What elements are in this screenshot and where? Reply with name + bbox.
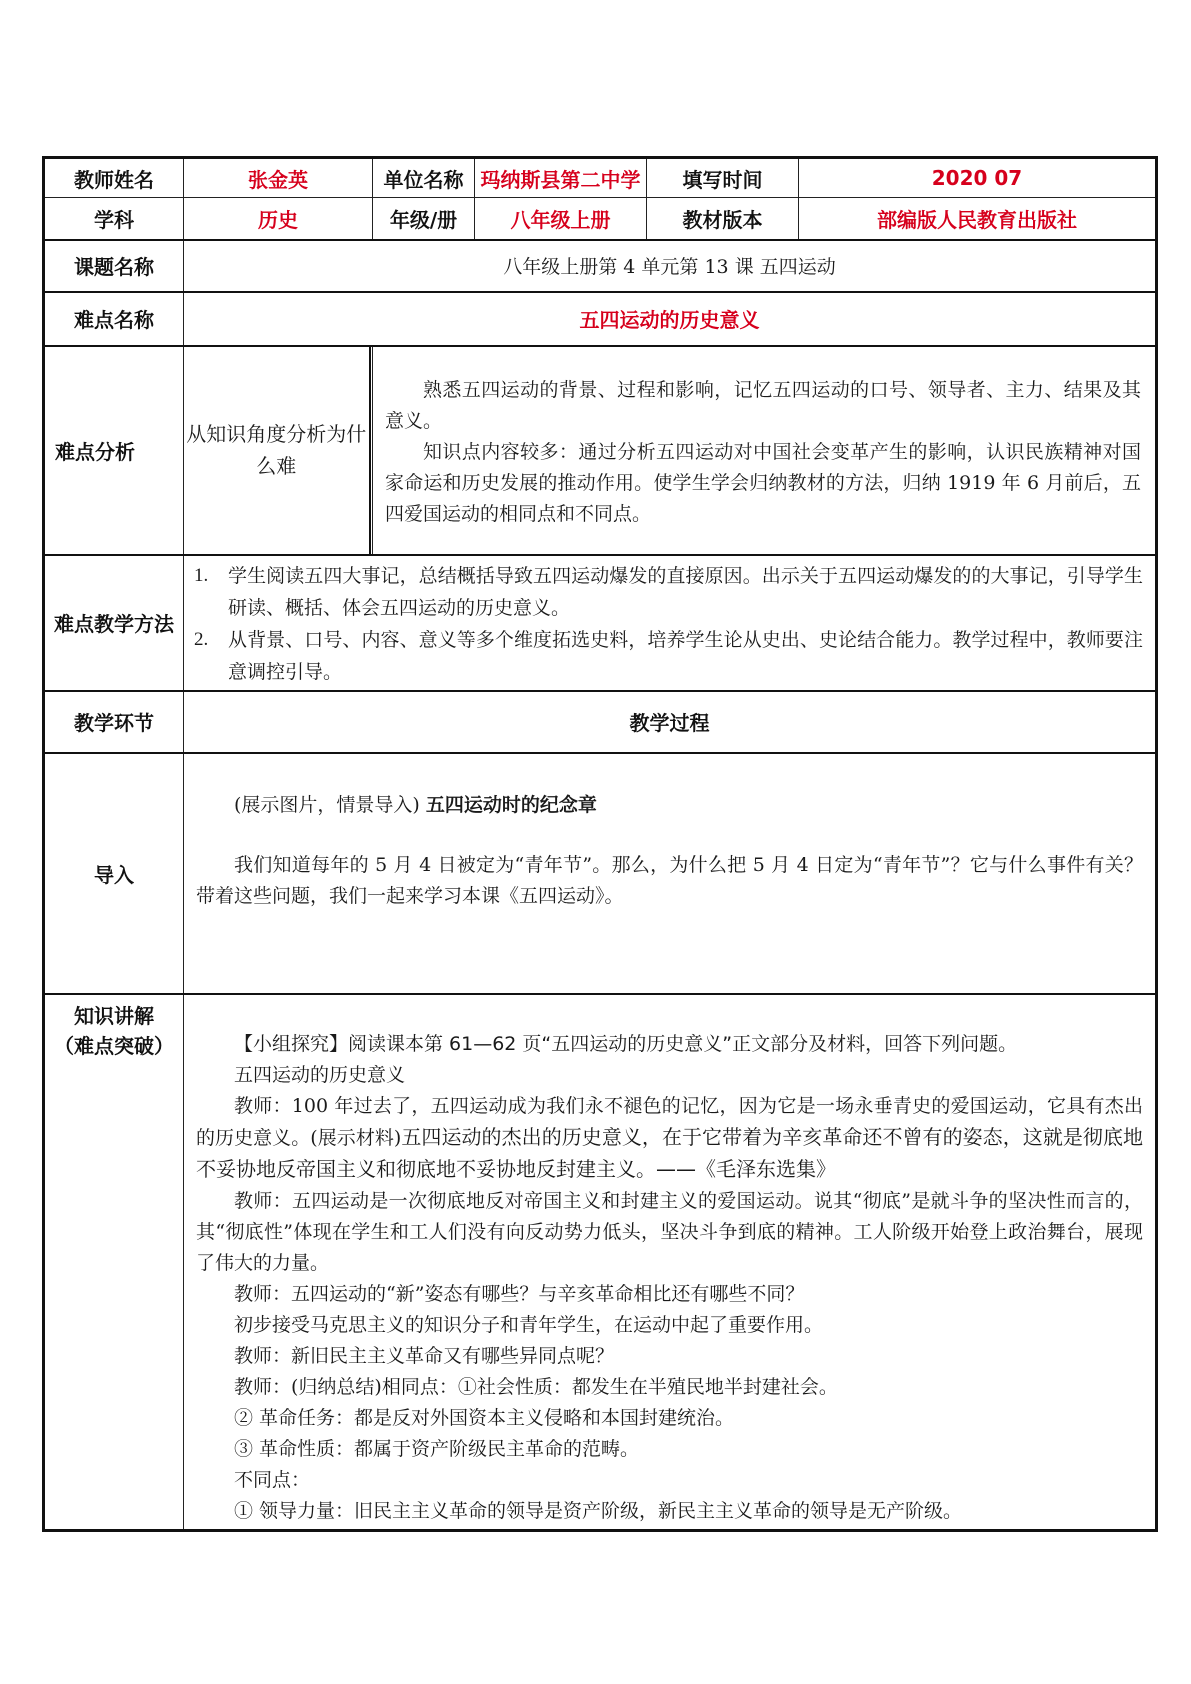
process-row xyxy=(44,691,1157,753)
method-item-text: 从背景、口号、内容、意义等多个维度拓选史料，培养学生论从史出、史论结合能力。教学过程中，教师要注意调控引导。 xyxy=(228,628,1143,683)
teacher-value: 张金英 xyxy=(184,158,373,198)
knowledge-teacher-1 xyxy=(196,1091,1143,1186)
header-row-1 xyxy=(44,158,1157,198)
knowledge-quote: 五四运动的杰出的历史意义，在于它带着为辛亥革命还不曾有的姿态，这就是彻底地不妥协地反帝国主义和彻底地不妥协地反封建主义。——《毛泽东选集》 xyxy=(196,1124,1144,1181)
knowledge-label-line2: （难点突破） xyxy=(54,1033,174,1058)
method-row xyxy=(44,555,1157,691)
knowledge-line-9: 不同点： xyxy=(234,1468,311,1491)
analysis-content xyxy=(373,346,1157,555)
time-value: 2020 07 xyxy=(799,158,1157,198)
edition-value: 部编版人民教育出版社 xyxy=(799,198,1157,240)
knowledge-teacher-2: 教师：五四运动是一次彻底地反对帝国主义和封建主义的爱国运动。说其“彻底”是就斗争的坚决性而言的，其“彻底性”体现在学生和工人们没有向反动势力低头，坚决斗争到底的精神。工人阶级开始登上政治舞台，展现了伟大的力量。 xyxy=(196,1189,1143,1274)
analysis-row xyxy=(44,346,1157,555)
method-item-text: 学生阅读五四大事记，总结概括导致五四运动爆发的直接原因。出示关于五四运动爆发的的大事记，引导学生研读、概括、体会五四运动的历史意义。 xyxy=(228,564,1143,619)
difficulty-label: 难点名称 xyxy=(44,292,184,346)
knowledge-label xyxy=(44,994,184,1531)
intro-lead-bold: 五四运动时的纪念章 xyxy=(425,793,597,816)
knowledge-line-10: ① 领导力量：旧民主主义革命的领导是资产阶级，新民主主义革命的领导是无产阶级。 xyxy=(234,1499,963,1522)
knowledge-row xyxy=(44,994,1157,1531)
subject-label: 学科 xyxy=(44,198,184,240)
grade-value: 八年级上册 xyxy=(475,198,647,240)
knowledge-content xyxy=(184,994,1157,1531)
edition-label: 教材版本 xyxy=(647,198,799,240)
method-item-number: 2. xyxy=(194,628,209,650)
subject-value: 历史 xyxy=(184,198,373,240)
header-row-2 xyxy=(44,198,1157,240)
lesson-plan-table xyxy=(42,156,1158,1532)
knowledge-teacher-1-text: 教师：100 年过去了，五四运动成为我们永不褪色的记忆，因为它是一场永垂青史的爱国运动，它具有杰出的历史意义。(展示材料) xyxy=(196,1094,1143,1149)
knowledge-teacher-6: 教师：(归纳总结)相同点：①社会性质：都发生在半殖民地半封建社会。 xyxy=(234,1375,838,1398)
knowledge-label-line1: 知识讲解 xyxy=(74,1003,154,1028)
knowledge-line-8: ③ 革命性质：都属于资产阶级民主革命的范畴。 xyxy=(234,1437,640,1460)
knowledge-line-4: 初步接受马克思主义的知识分子和青年学生，在运动中起了重要作用。 xyxy=(234,1313,824,1336)
difficulty-value: 五四运动的历史意义 xyxy=(184,292,1157,346)
knowledge-task: 【小组探究】阅读课本第 61—62 页“五四运动的历史意义”正文部分及材料，回答下列问题。 xyxy=(234,1032,1018,1055)
intro-lead-text: (展示图片，情景导入) xyxy=(234,793,426,816)
analysis-sub-label: 从知识角度分析为什么难 xyxy=(184,346,370,555)
topic-value: 八年级上册第 4 单元第 13 课 五四运动 xyxy=(184,240,1157,292)
intro-lead xyxy=(196,790,1143,820)
topic-label: 课题名称 xyxy=(44,240,184,292)
analysis-label: 难点分析 xyxy=(44,346,184,555)
knowledge-teacher-3: 教师：五四运动的“新”姿态有哪些？与辛亥革命相比还有哪些不同？ xyxy=(234,1282,805,1305)
process-label: 教学环节 xyxy=(44,691,184,753)
topic-row xyxy=(44,240,1157,292)
intro-body: 我们知道每年的 5 月 4 日被定为“青年节”。那么，为什么把 5 月 4 日定为“青年节”？它与什么事件有关？带着这些问题，我们一起来学习本课《五四运动》。 xyxy=(196,853,1143,907)
difficulty-row xyxy=(44,292,1157,346)
unit-value: 玛纳斯县第二中学 xyxy=(475,158,647,198)
analysis-paragraph-1: 熟悉五四运动的背景、过程和影响，记忆五四运动的口号、领导者、主力、结果及其意义。 xyxy=(385,378,1141,432)
method-item-number: 1. xyxy=(194,564,209,586)
time-label: 填写时间 xyxy=(647,158,799,198)
method-label: 难点教学方法 xyxy=(44,555,184,691)
intro-content xyxy=(184,753,1157,994)
unit-label: 单位名称 xyxy=(373,158,475,198)
method-content xyxy=(184,555,1157,691)
analysis-paragraph-2: 知识点内容较多：通过分析五四运动对中国社会变革产生的影响，认识民族精神对国家命运和历史发展的推动作用。使学生学会归纳教材的方法，归纳 1919 年 6 月前后，五四爱国运动的相同点和不同点。 xyxy=(385,440,1141,525)
knowledge-subtitle: 五四运动的历史意义 xyxy=(234,1063,406,1086)
knowledge-line-7: ② 革命任务：都是反对外国资本主义侵略和本国封建统治。 xyxy=(234,1406,735,1429)
method-list xyxy=(184,556,1155,690)
method-item xyxy=(194,560,1143,624)
intro-label: 导入 xyxy=(44,753,184,994)
grade-label: 年级/册 xyxy=(373,198,475,240)
teacher-label: 教师姓名 xyxy=(44,158,184,198)
method-item xyxy=(194,624,1143,688)
process-title: 教学过程 xyxy=(184,691,1157,753)
intro-row xyxy=(44,753,1157,994)
knowledge-teacher-5: 教师：新旧民主主义革命又有哪些异同点呢？ xyxy=(234,1344,615,1367)
